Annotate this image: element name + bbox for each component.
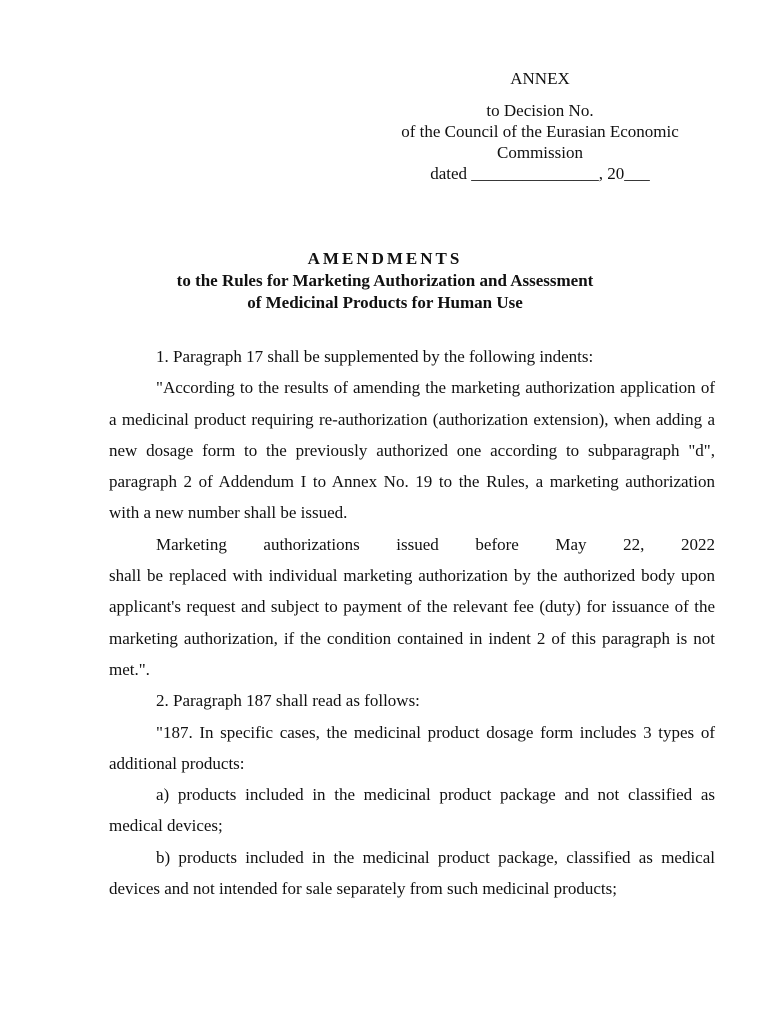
paragraph-5: "187. In specific cases, the medicinal product dosage form includes 3 types of additional products: bbox=[109, 722, 715, 773]
annex-council-line: of the Council of the Eurasian Economic bbox=[401, 122, 679, 141]
document-body bbox=[109, 341, 715, 904]
annex-commission-line: Commission bbox=[497, 143, 583, 162]
title-main: AMENDMENTS bbox=[307, 249, 463, 268]
paragraph-3 bbox=[109, 529, 715, 685]
paragraph-1: 1. Paragraph 17 shall be supplemented by the following indents: bbox=[156, 347, 594, 366]
paragraph-2: "According to the results of amending the marketing authorization application of a medicinal product requiring re-authorization (authorization extension), when adding a new dosage form to the previously authorized one according to subparagraph "d", paragraph 2 of Addendum I to Annex No. 19 to the Rules, a marketing authorization with a new number shall be issued. bbox=[109, 378, 715, 523]
document-title bbox=[60, 248, 710, 314]
paragraph-3-rest: shall be replaced with individual marketing authorization by the authorized body upon applicant's request and subject to payment of the relevant fee (duty) for issuance of the marketing authorization, if the condition contained in indent 2 of this paragraph is not met.". bbox=[109, 566, 715, 679]
paragraph-4: 2. Paragraph 187 shall read as follows: bbox=[156, 691, 420, 711]
annex-header bbox=[370, 68, 710, 184]
title-subtitle-line-1: to the Rules for Marketing Authorization and Assessment bbox=[176, 271, 594, 290]
annex-title: ANNEX bbox=[510, 69, 570, 88]
paragraph-7: b) products included in the medicinal product package, classified as medical devices and not intended for sale separately from such medicinal products; bbox=[109, 847, 715, 899]
title-subtitle-line-2: of Medicinal Products for Human Use bbox=[247, 293, 523, 312]
paragraph-3-first-line: Marketing authorizations issued before May 22, 2022 bbox=[156, 534, 715, 554]
paragraph-6: a) products included in the medicinal product package and not classified as medical devices; bbox=[109, 785, 715, 836]
annex-date-line: dated _______________, 20___ bbox=[430, 164, 650, 183]
annex-decision-line: to Decision No. bbox=[486, 101, 594, 120]
